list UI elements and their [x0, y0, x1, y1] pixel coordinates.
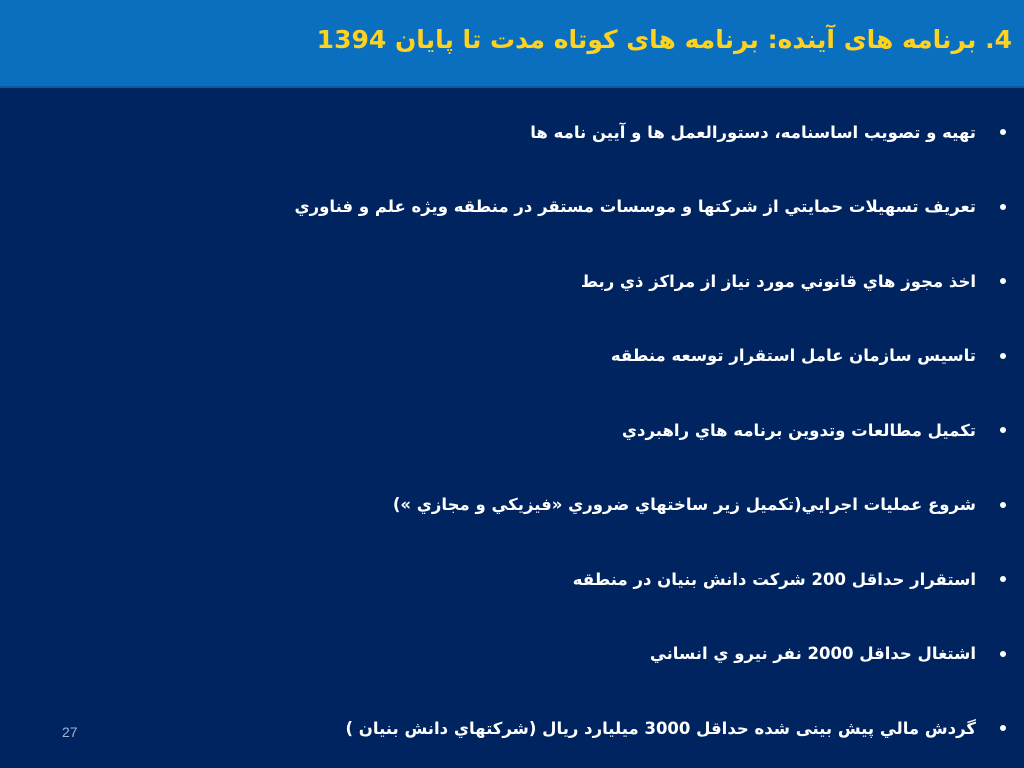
bullet-item [246, 261, 1006, 301]
bullet-item [246, 112, 1006, 152]
bullet-text: تكميل مطالعات وتدوين برنامه هاي راهبردي [621, 420, 976, 440]
bullet-icon [1000, 651, 1006, 657]
bullet-item [246, 410, 1006, 450]
bullet-icon [1000, 129, 1006, 135]
bullet-text: تعريف تسهيلات حمايتي از شرکتها و موسسات مستقر در منطقه ويژه علم و فناوري [294, 197, 976, 216]
bullet-item [246, 559, 1006, 599]
bullet-icon [1000, 204, 1006, 210]
bullet-icon [1000, 353, 1006, 359]
bullet-text: تاسیس سازمان عامل استقرار توسعه منطقه [610, 346, 976, 365]
bullet-icon [1000, 725, 1006, 731]
bullet-item [246, 634, 1006, 674]
bullet-item [246, 336, 1006, 376]
bullet-icon [1000, 502, 1006, 508]
slide-title: 4. برنامه های آینده: برنامه های کوتاه مدت تا پایان 1394 [316, 25, 1012, 54]
bullet-text: گردش مالي پيش بینی شده حداقل 3000 ميليارد ريال (شركتهاي دانش بنيان ) [345, 718, 976, 738]
bullet-text: شروع عمليات اجرايي(تكميل زير ساختهاي ضروري «فيزيكي و مجازي ») [392, 495, 976, 514]
bullet-icon [1000, 278, 1006, 284]
bullet-item [246, 708, 1006, 748]
bullet-text: تهیه و تصویب اساسنامه، دستورالعمل ها و آیین نامه ها [530, 122, 976, 142]
bullet-icon [1000, 576, 1006, 582]
page-number: 27 [62, 724, 78, 740]
bullet-text: استقرار حداقل 200 شركت دانش بنيان در منطقه [572, 569, 976, 589]
title-bar [0, 0, 1024, 88]
bullet-item [246, 187, 1006, 227]
bullet-list [246, 112, 1006, 768]
bullet-text: اخذ مجوز هاي قانوني مورد نياز از مراکز ذي ربط [580, 271, 976, 291]
bullet-icon [1000, 427, 1006, 433]
bullet-text: اشتغال حداقل 2000 نفر نيرو ي انساني [649, 644, 976, 663]
bullet-item [246, 485, 1006, 525]
